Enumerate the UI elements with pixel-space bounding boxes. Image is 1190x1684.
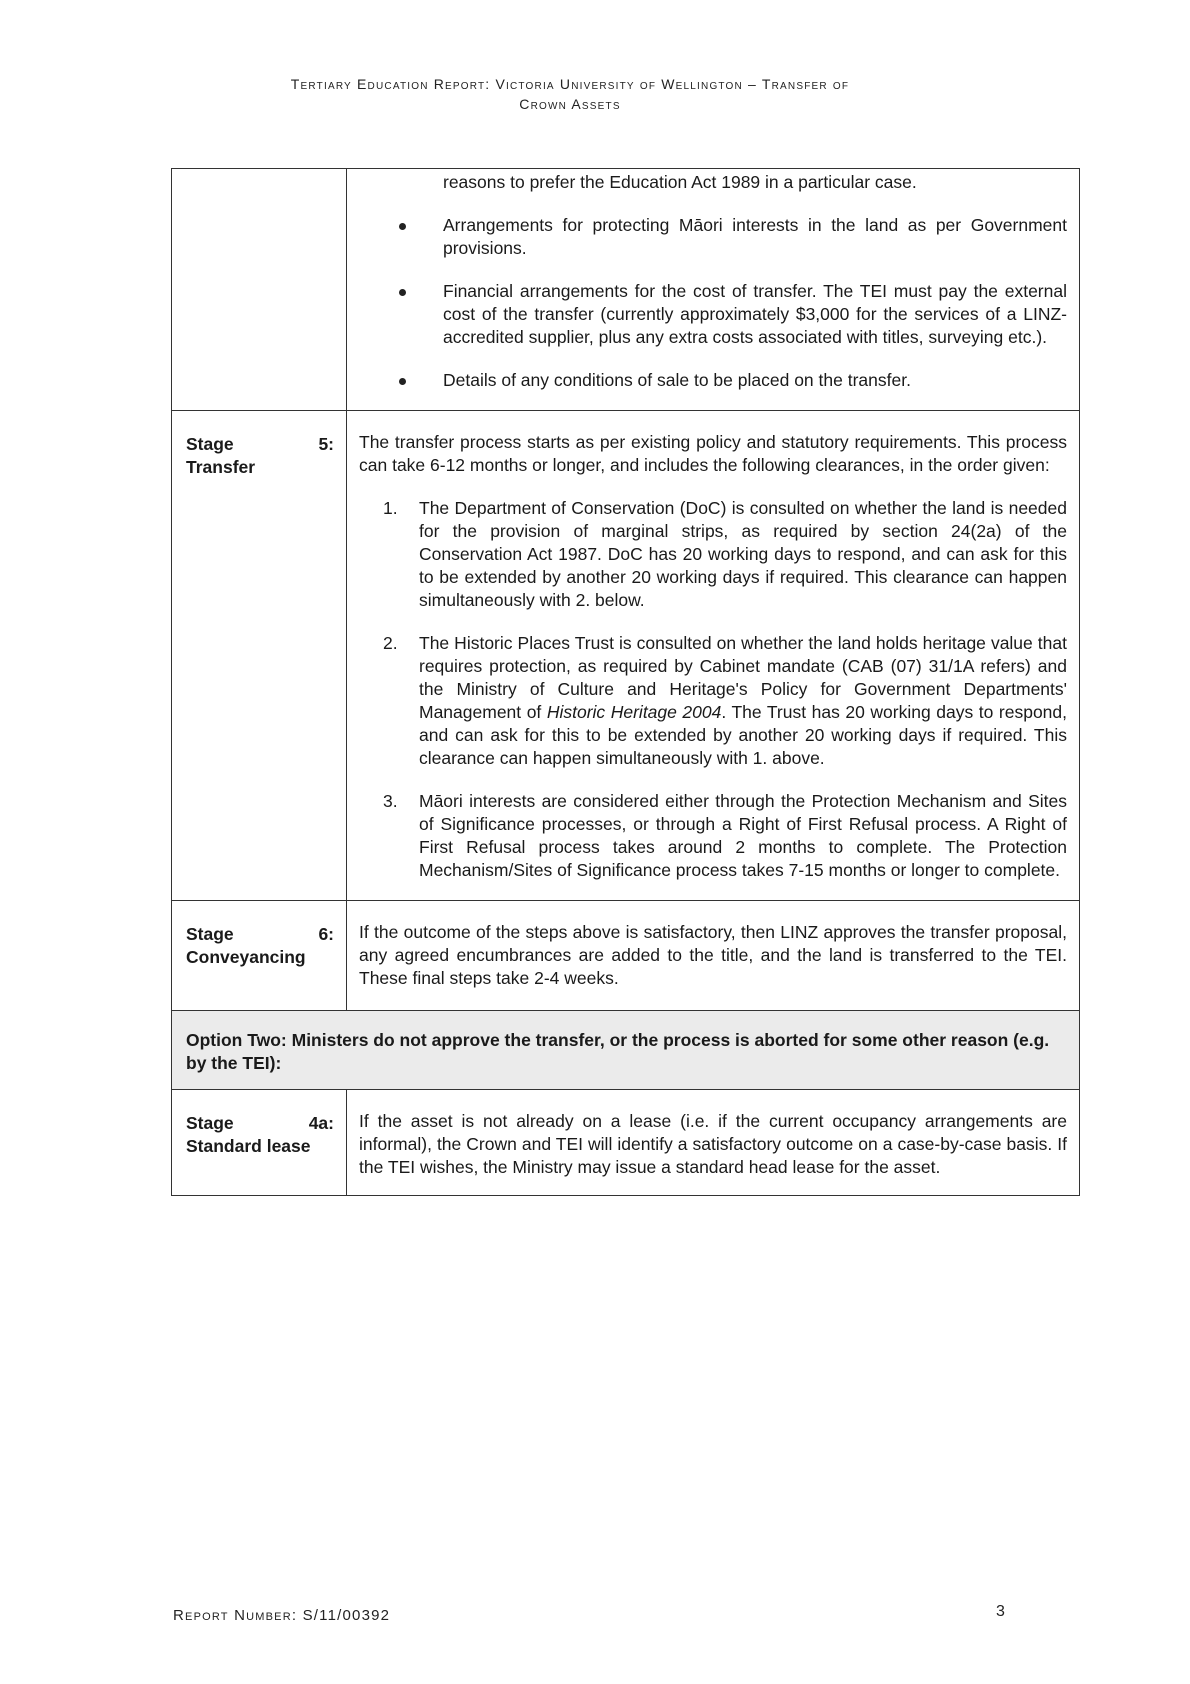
bullet-text: Financial arrangements for the cost of transfer. The TEI must pay the external cost of the transfer (currently approximately $3,000 for the services of a LINZ-accredited supplier, plus any extra costs associated with titles, surveying etc.).	[443, 281, 1067, 347]
header-line-1: Tertiary Education Report: Victoria University of Wellington – Transfer of	[290, 76, 850, 92]
content-cell	[347, 169, 1080, 411]
stage-6-content: If the outcome of the steps above is satisfactory, then LINZ approves the transfer proposal, any agreed encumbrances are added to the title, and the land is transferred to the TEI. These final steps take 2-4 weeks.	[347, 901, 1080, 1011]
list-item	[359, 280, 1067, 349]
stage-4a-content: If the asset is not already on a lease (i.e. if the current occupancy arrangements are informal), the Crown and TEI will identify a satisfactory outcome on a case-by-case basis. If the TEI wishes, the Ministry may issue a standard head lease for the asset.	[347, 1090, 1080, 1196]
list-item: 1. The Department of Conservation (DoC) is consulted on whether the land is needed for the provision of marginal strips, as required by section 24(2a) of the Conservation Act 1987. DoC has 20 working days to respond, and can ask for this to be extended by another 20 working days if required. This clearance can happen simultaneously with 2. below.	[383, 498, 1067, 610]
header-line-2: Crown Assets	[519, 96, 621, 112]
list-item: 3. Māori interests are considered either through the Protection Mechanism and Sites of Significance processes, or through a Right of First Refusal process. A Right of First Refusal process takes around 2 months to complete. The Protection Mechanism/Sites of Significance process takes 7-15 months or longer to complete.	[383, 791, 1067, 880]
bullet-icon	[399, 223, 406, 230]
stage-5-content	[347, 411, 1080, 901]
page-number: 3	[996, 1603, 1005, 1620]
stage-5-intro: The transfer process starts as per existing policy and statutory requirements. This process can take 6-12 months or longer, and includes the following clearances, in the order given:	[359, 432, 1067, 475]
list-item: 2. The Historic Places Trust is consulted on whether the land holds heritage value that requires protection, as required by Cabinet mandate (CAB (07) 31/1A refers) and the Ministry of Culture and Heritage's Policy for Government Departments' Management of Historic Heritage 2004. The Trust has 20 working days to respond, and can ask for this to be extended by another 20 working days if required. This clearance can happen simultaneously with 1. above.	[383, 633, 1067, 768]
bullet-icon	[399, 289, 406, 296]
bullet-icon	[399, 378, 406, 385]
page-header	[170, 74, 970, 114]
list-item	[359, 214, 1067, 260]
process-table	[171, 168, 1080, 1196]
bullet-list	[359, 214, 1067, 392]
table-row	[172, 169, 1080, 411]
label-cell-empty	[172, 169, 347, 411]
list-item	[359, 369, 1067, 392]
table-row	[172, 901, 1080, 1011]
bullet-text: Details of any conditions of sale to be placed on the transfer.	[443, 370, 911, 390]
stage-6-label: Stage 6: Conveyancing	[172, 901, 347, 1011]
report-number: Report Number: S/11/00392	[173, 1607, 391, 1624]
bullet-text: Arrangements for protecting Māori interests in the land as per Government provisions.	[443, 215, 1067, 258]
option-two-heading: Option Two: Ministers do not approve the transfer, or the process is aborted for some other reason (e.g. by the TEI):	[172, 1011, 1080, 1090]
table-row	[172, 1090, 1080, 1196]
stage-5-label: Stage 5: Transfer	[172, 411, 347, 901]
table-row	[172, 411, 1080, 901]
clearance-steps	[359, 497, 1067, 882]
table-row	[172, 1011, 1080, 1090]
continuation-text: reasons to prefer the Education Act 1989 in a particular case.	[443, 172, 917, 192]
stage-4a-label: Stage 4a: Standard lease	[172, 1090, 347, 1196]
